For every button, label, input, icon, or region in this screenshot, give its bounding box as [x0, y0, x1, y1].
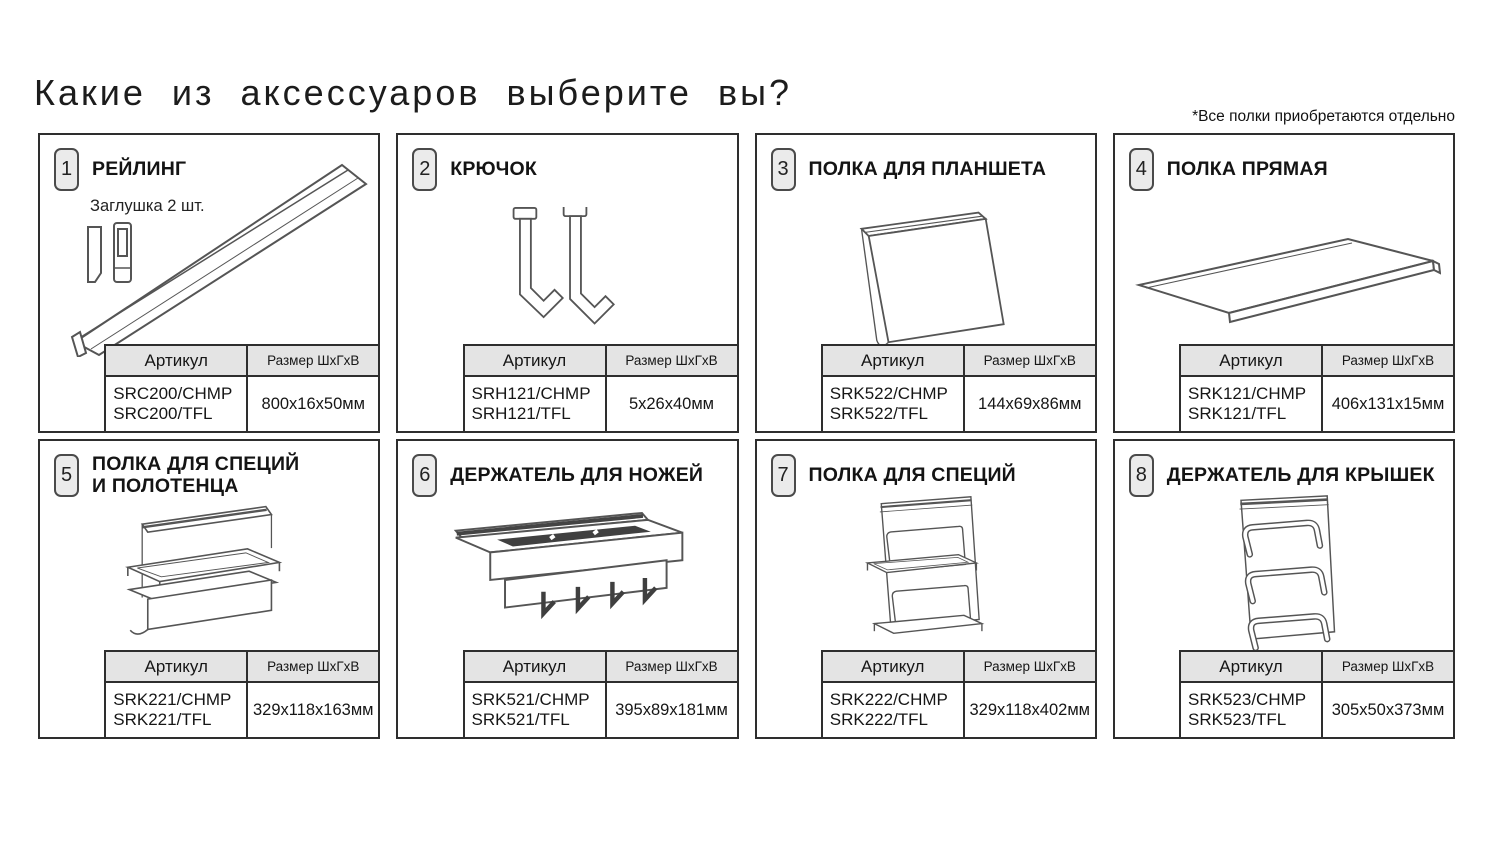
article-column-header: Артикул: [464, 345, 606, 376]
article-column-header: Артикул: [1180, 345, 1322, 376]
spice-shelf-illustration: [855, 494, 993, 656]
lid-holder-illustration: [1219, 493, 1347, 661]
tablet-shelf-illustration: [843, 209, 1015, 353]
product-spec-table: [821, 344, 1097, 433]
product-spec-table: [104, 650, 380, 739]
product-number-badge: 8: [1129, 454, 1154, 497]
article-codes-cell: SRK523/CHMP SRK523/TFL: [1180, 682, 1322, 738]
size-value-cell: 395x89x181мм: [606, 682, 738, 738]
size-column-header: Размер ШхГхВ: [1322, 345, 1454, 376]
product-subtitle: Заглушка 2 шт.: [90, 197, 205, 215]
article-column-header: Артикул: [1180, 651, 1322, 682]
straight-shelf-illustration: [1133, 233, 1441, 329]
product-spec-table: [104, 344, 380, 433]
product-title: ДЕРЖАТЕЛЬ ДЛЯ НОЖЕЙ: [450, 463, 704, 486]
size-value-cell: 406x131x15мм: [1322, 376, 1454, 432]
product-number-badge: 4: [1129, 148, 1154, 191]
size-column-header: Размер ШхГхВ: [247, 345, 379, 376]
article-column-header: Артикул: [464, 651, 606, 682]
product-spec-table: [463, 650, 739, 739]
article-codes-cell: SRC200/CHMP SRC200/TFL: [105, 376, 247, 432]
product-number-badge: 6: [412, 454, 437, 497]
product-card-knife-holder: [396, 439, 738, 739]
product-number-badge: 7: [771, 454, 796, 497]
size-value-cell: 144x69x86мм: [964, 376, 1096, 432]
size-value-cell: 800x16x50мм: [247, 376, 379, 432]
endcap-illustration: [84, 221, 142, 295]
article-codes-cell: SRH121/CHMP SRH121/TFL: [464, 376, 606, 432]
size-column-header: Размер ШхГхВ: [964, 345, 1096, 376]
article-column-header: Артикул: [822, 651, 964, 682]
article-codes-cell: SRK222/CHMP SRK222/TFL: [822, 682, 964, 738]
size-value-cell: 305x50x373мм: [1322, 682, 1454, 738]
product-title: ПОЛКА ДЛЯ СПЕЦИЙ И ПОЛОТЕНЦА: [92, 453, 300, 497]
product-title: ДЕРЖАТЕЛЬ ДЛЯ КРЫШЕК: [1166, 463, 1435, 486]
size-column-header: Размер ШхГхВ: [247, 651, 379, 682]
product-card-tablet-shelf: [755, 133, 1097, 433]
article-codes-cell: SRK221/CHMP SRK221/TFL: [105, 682, 247, 738]
purchase-note: *Все полки приобретаются отдельно: [1192, 108, 1455, 125]
size-value-cell: 329x118x163мм: [247, 682, 379, 738]
product-card-railing: [38, 133, 380, 433]
size-column-header: Размер ШхГхВ: [606, 651, 738, 682]
knife-holder-illustration: [440, 511, 706, 644]
size-column-header: Размер ШхГхВ: [1322, 651, 1454, 682]
product-card-spice-towel-shelf: [38, 439, 380, 739]
size-value-cell: 5x26x40мм: [606, 376, 738, 432]
product-number-badge: 2: [412, 148, 437, 191]
product-card-straight-shelf: [1113, 133, 1455, 433]
article-codes-cell: SRK522/CHMP SRK522/TFL: [822, 376, 964, 432]
product-spec-table: [821, 650, 1097, 739]
article-column-header: Артикул: [105, 651, 247, 682]
product-number-badge: 5: [54, 454, 79, 497]
article-codes-cell: SRK521/CHMP SRK521/TFL: [464, 682, 606, 738]
product-spec-table: [463, 344, 739, 433]
article-column-header: Артикул: [105, 345, 247, 376]
article-column-header: Артикул: [822, 345, 964, 376]
product-card-spice-shelf: [755, 439, 1097, 739]
product-title: РЕЙЛИНГ: [92, 157, 187, 180]
product-title: ПОЛКА ДЛЯ СПЕЦИЙ: [808, 463, 1016, 486]
spice-towel-shelf-illustration: [118, 505, 306, 655]
product-card-lid-holder: [1113, 439, 1455, 739]
product-title: ПОЛКА ДЛЯ ПЛАНШЕТА: [808, 157, 1047, 180]
product-spec-table: [1179, 650, 1455, 739]
size-value-cell: 329x118x402мм: [964, 682, 1096, 738]
product-spec-table: [1179, 344, 1455, 433]
product-title: ПОЛКА ПРЯМАЯ: [1166, 157, 1328, 180]
product-title: КРЮЧОК: [450, 157, 537, 180]
size-column-header: Размер ШхГхВ: [964, 651, 1096, 682]
product-card-hook: [396, 133, 738, 433]
size-column-header: Размер ШхГхВ: [606, 345, 738, 376]
product-number-badge: 3: [771, 148, 796, 191]
article-codes-cell: SRK121/CHMP SRK121/TFL: [1180, 376, 1322, 432]
page-title: Какие из аксессуаров выберите вы?: [34, 72, 792, 113]
product-number-badge: 1: [54, 148, 79, 191]
hook-illustration: [496, 207, 624, 339]
accessories-grid: [38, 133, 1455, 739]
